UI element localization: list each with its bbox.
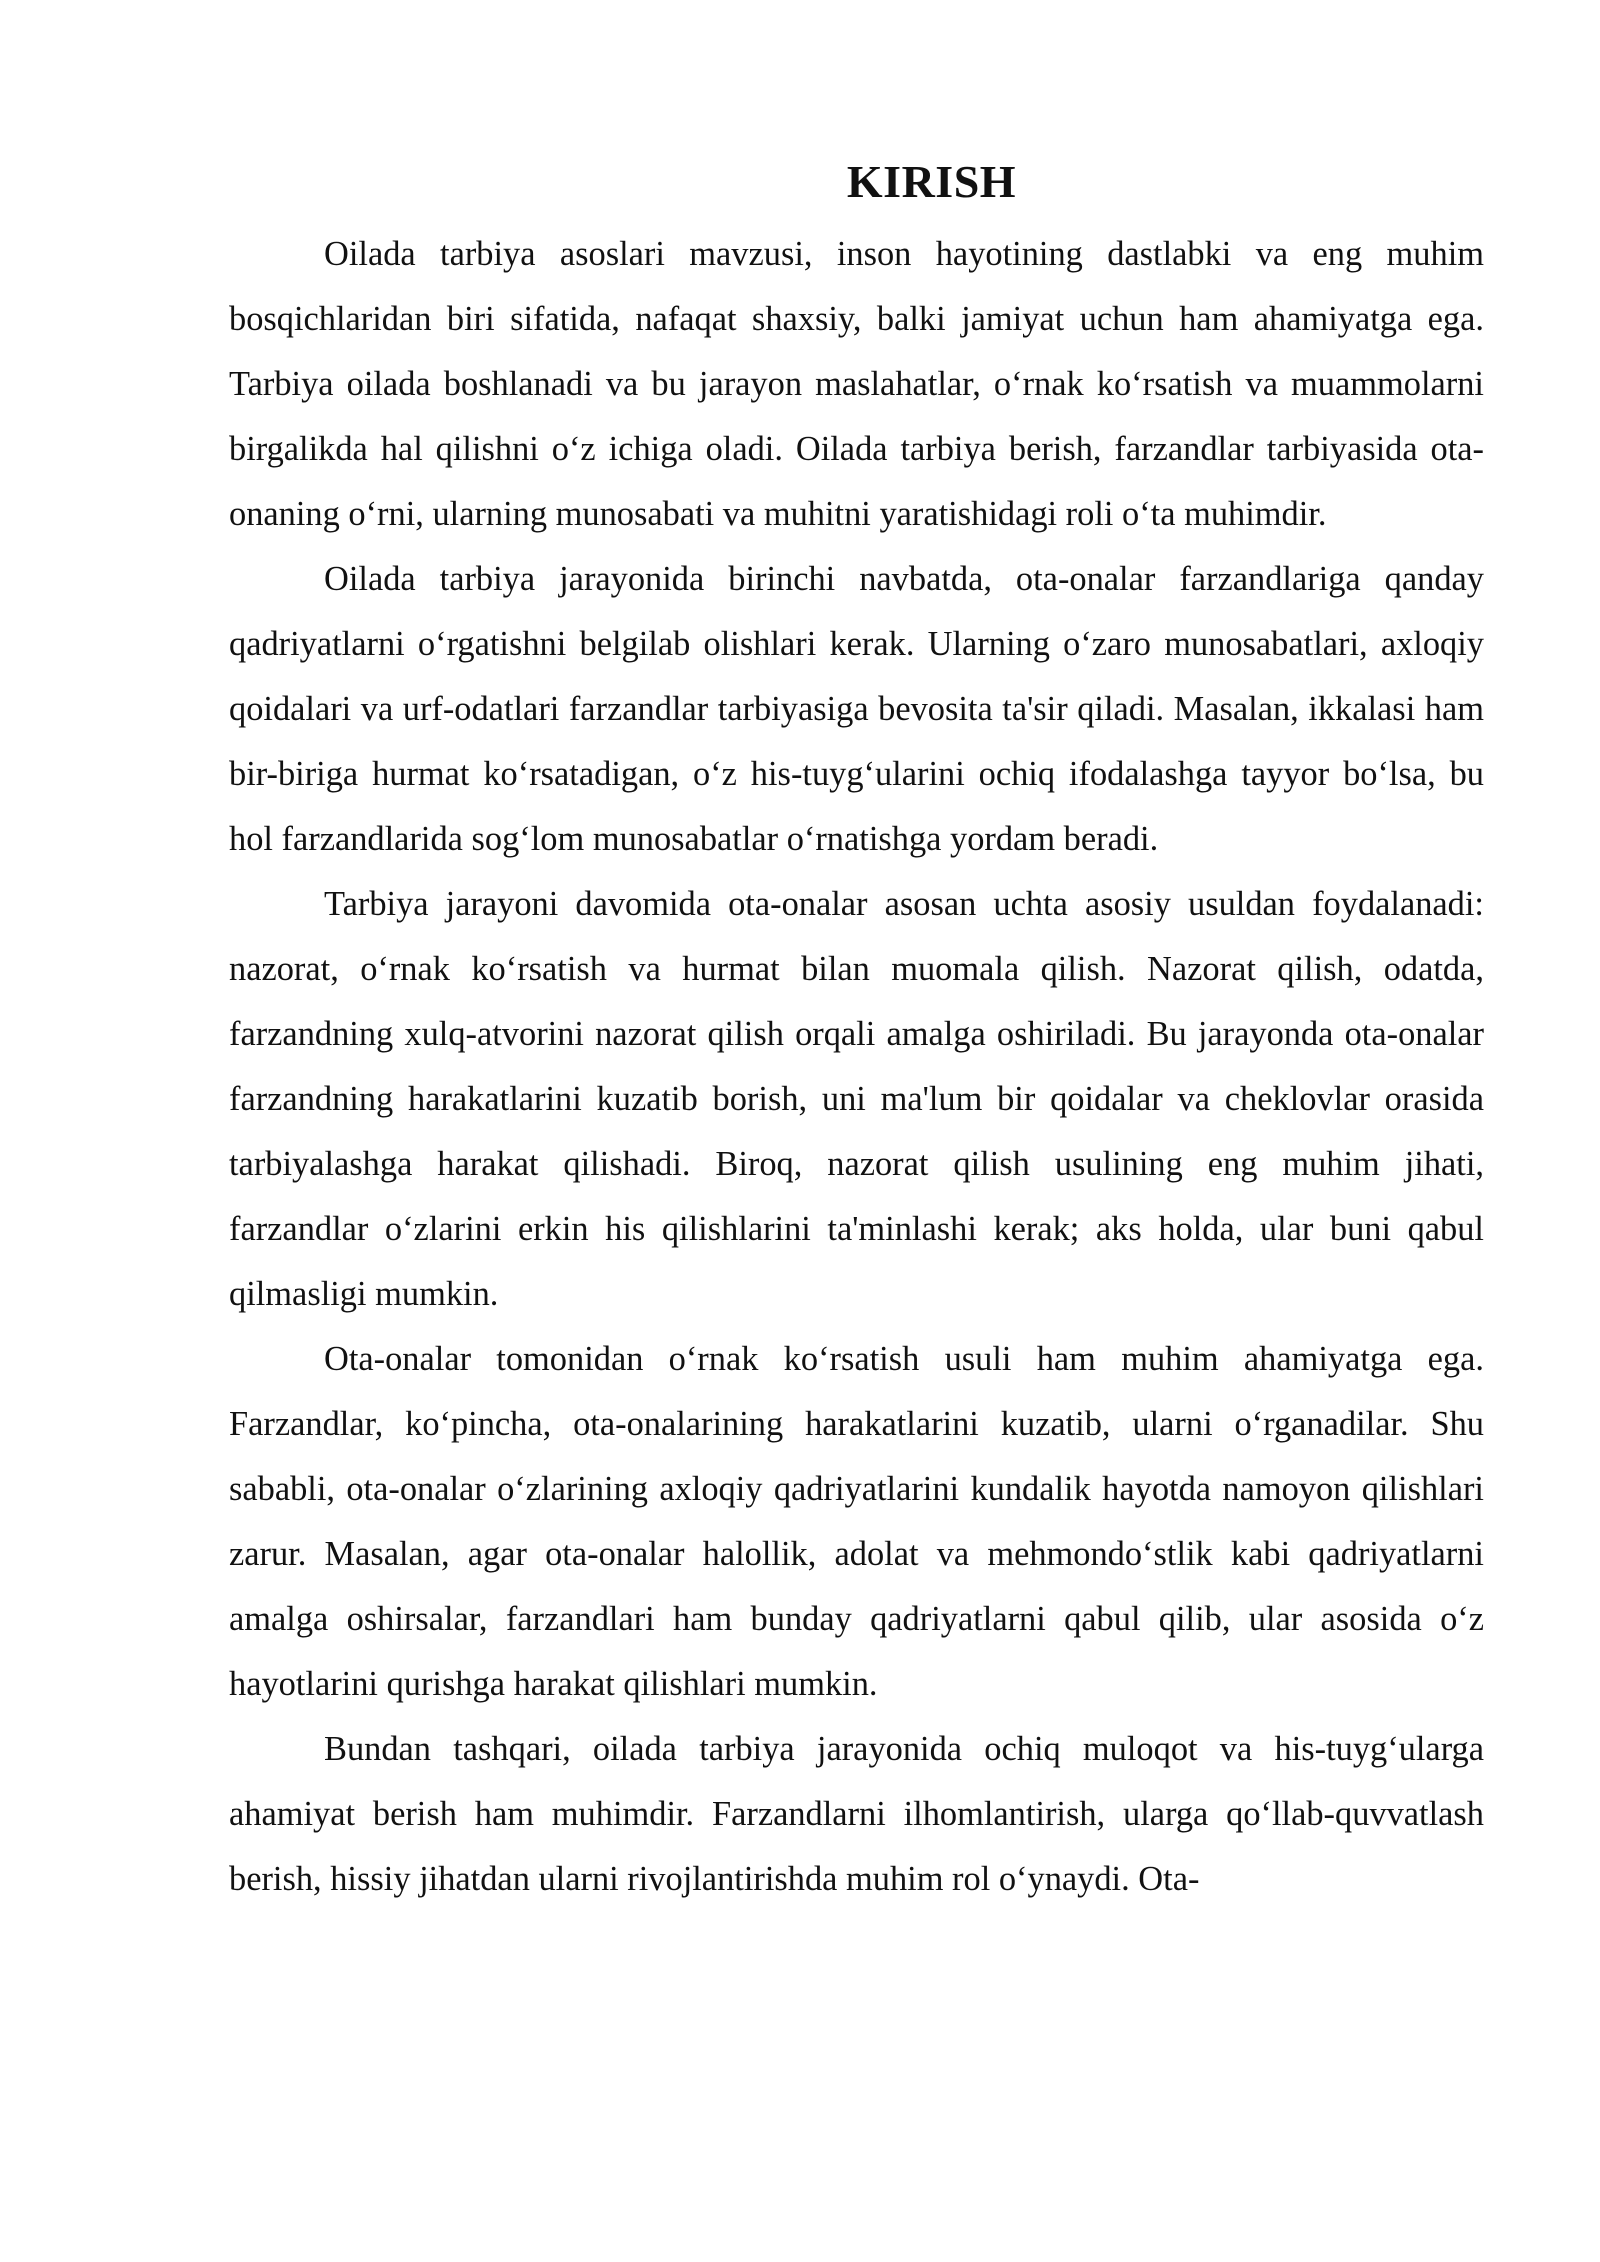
paragraph-3: Tarbiya jarayoni davomida ota-onalar asosan uchta asosiy usuldan foydalanadi: nazorat, o‘rnak ko‘rsatish va hurmat bilan muomala qilish. Nazorat qilish, odatda, farzandning xulq-atvorini nazorat qilish orqali amalga oshiriladi. Bu jarayonda ota-onalar farzandning harakatlarini kuzatib borish, uni ma'lum bir qoidalar va cheklovlar orasida tarbiyalashga harakat qilishadi. Biroq, nazorat qilish usulining eng muhim jihati, farzandlar o‘zlarini erkin his qilishlarini ta'minlashi kerak; aks holda, ular buni qabul qilmasligi mumkin. (229, 885, 1484, 1313)
paragraph-4: Ota-onalar tomonidan o‘rnak ko‘rsatish usuli ham muhim ahamiyatga ega. Farzandlar, ko‘pincha, ota-onalarining harakatlarini kuzatib, ularni o‘rganadilar. Shu sababli, ota-onalar o‘zlarining axloqiy qadriyatlarini kundalik hayotda namoyon qilishlari zarur. Masalan, agar ota-onalar halollik, adolat va mehmondo‘stlik kabi qadriyatlarni amalga oshirsalar, farzandlari ham bunday qadriyatlarni qabul qilib, ular asosida o‘z hayotlarini qurishga harakat qilishlari mumkin. (229, 1340, 1484, 1703)
paragraph-5: Bundan tashqari, oilada tarbiya jarayonida ochiq muloqot va his-tuyg‘ularga ahamiyat berish ham muhimdir. Farzandlarni ilhomlantirish, ularga qo‘llab-quvvatlash berish, hissiy jihatdan ularni rivojlantirishda muhim rol o‘ynaydi. Ota- (229, 1730, 1484, 1898)
paragraph-2: Oilada tarbiya jarayonida birinchi navbatda, ota-onalar farzandlariga qanday qadriyatlarni o‘rgatishni belgilab olishlari kerak. Ularning o‘zaro munosabatlari, axloqiy qoidalari va urf-odatlari farzandlar tarbiyasiga bevosita ta'sir qiladi. Masalan, ikkalasi ham bir-biriga hurmat ko‘rsatadigan, o‘z his-tuyg‘ularini ochiq ifodalashga tayyor bo‘lsa, bu hol farzandlarida sog‘lom munosabatlar o‘rnatishga yordam beradi. (229, 560, 1484, 858)
page-title: KIRISH (846, 156, 1017, 207)
paragraph-1: Oilada tarbiya asoslari mavzusi, inson hayotining dastlabki va eng muhim bosqichlaridan biri sifatida, nafaqat shaxsiy, balki jamiyat uchun ham ahamiyatga ega. Tarbiya oilada boshlanadi va bu jarayon maslahatlar, o‘rnak ko‘rsatish va muammolarni birgalikda hal qilishni o‘z ichiga oladi. Oilada tarbiya berish, farzandlar tarbiyasida ota-onaning o‘rni, ularning munosabati va muhitni yaratishidagi roli o‘ta muhimdir. (229, 235, 1484, 533)
document-body (229, 150, 1484, 1912)
